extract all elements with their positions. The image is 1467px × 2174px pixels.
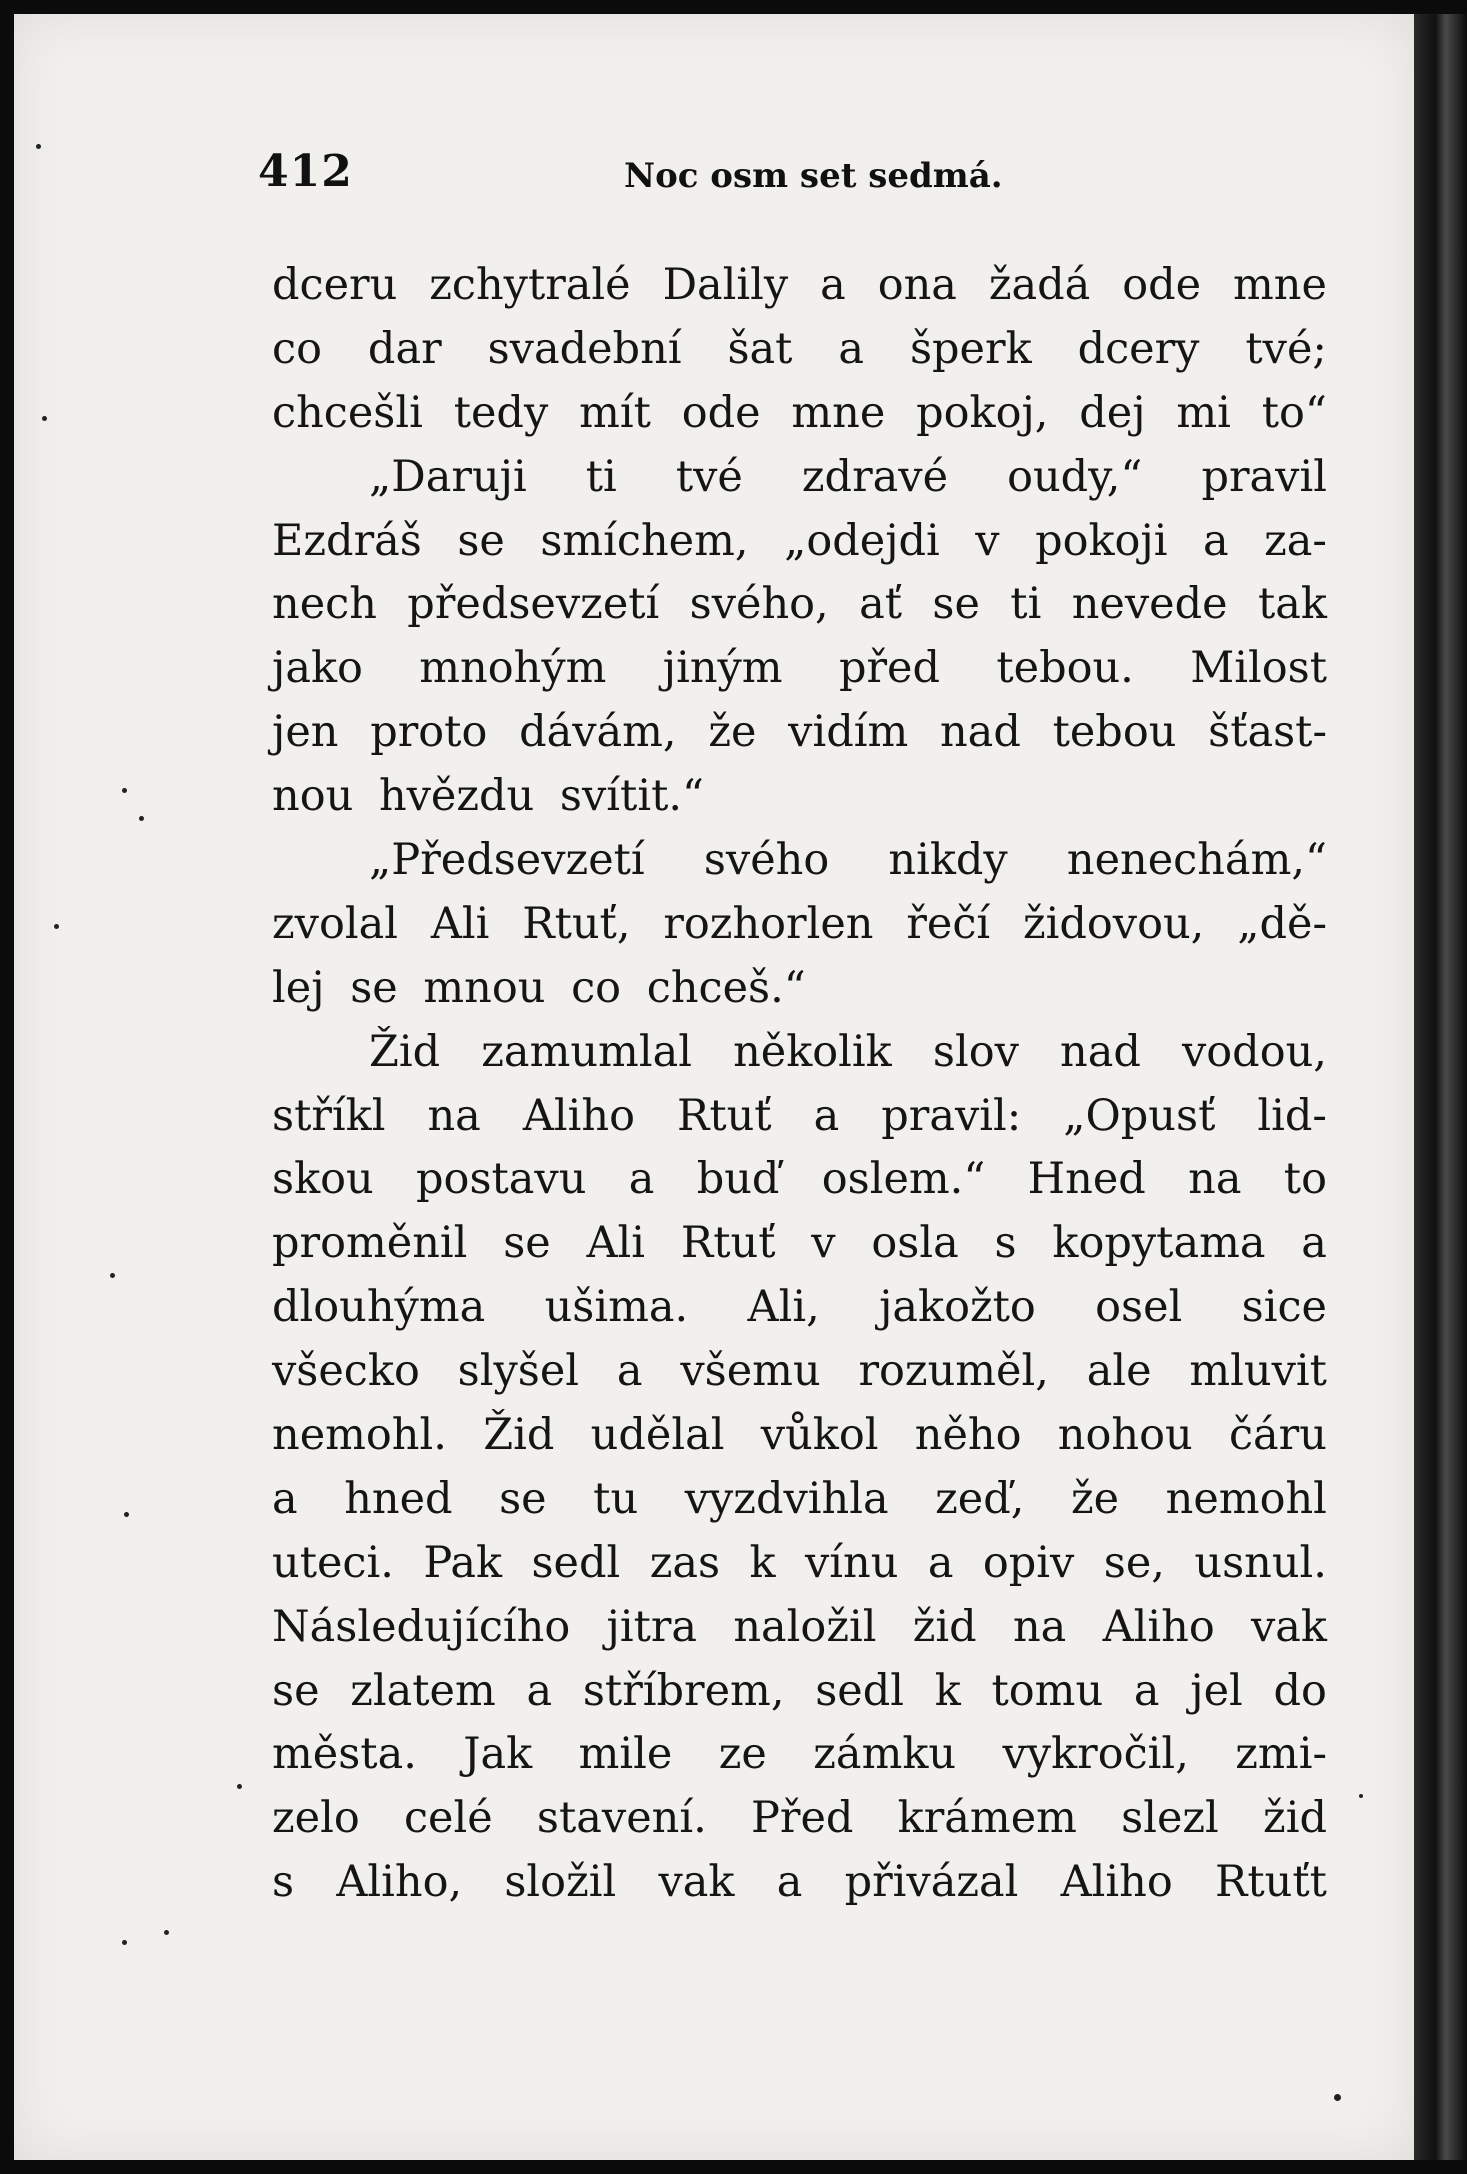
word: postavu: [416, 1154, 587, 1205]
word: stavení.: [536, 1793, 707, 1844]
word: pokoji: [1035, 515, 1168, 566]
word: mne: [1233, 260, 1327, 310]
word: tedy: [453, 387, 549, 438]
word: k: [934, 1665, 961, 1716]
text-line: [272, 1787, 1327, 1851]
page-edge-shadow: [1414, 14, 1467, 2160]
word: lid-: [1257, 1090, 1327, 1141]
word: jako: [272, 643, 363, 694]
word: zdravé: [801, 451, 949, 502]
word: před: [838, 643, 940, 694]
word: několik: [733, 1026, 892, 1077]
word: že: [1071, 1473, 1120, 1524]
word: dlouhýma: [272, 1282, 486, 1333]
word: tak: [1257, 579, 1327, 630]
text-line: [272, 1723, 1327, 1787]
word: zvolal: [272, 898, 398, 949]
print-speck: [42, 416, 47, 421]
word: stříbrem,: [582, 1665, 785, 1716]
word: zchytralé: [429, 260, 631, 310]
word: ušima.: [544, 1282, 689, 1333]
word: něho: [914, 1410, 1022, 1461]
word: pravil: [1201, 451, 1327, 502]
word: to: [1283, 1154, 1327, 1205]
word: čáru: [1228, 1410, 1327, 1461]
word: smíchem,: [540, 515, 749, 566]
word: zamumlal: [481, 1026, 692, 1077]
paragraph-start-line: [272, 446, 1327, 510]
text-line: [272, 1468, 1327, 1532]
paragraph-end-line: [272, 957, 1327, 1021]
word: všemu: [680, 1346, 821, 1397]
text-line: [272, 318, 1327, 382]
word: opiv: [982, 1537, 1075, 1588]
word: stříkl: [272, 1090, 386, 1141]
word: a: [1133, 1665, 1160, 1716]
word: rozuměl,: [858, 1346, 1049, 1397]
word: Aliho,: [336, 1857, 463, 1908]
word: „Předsevzetí: [369, 835, 645, 886]
word: nikdy: [888, 835, 1008, 886]
word: tomu: [991, 1665, 1104, 1716]
text-line: [272, 1532, 1327, 1596]
word: zmi-: [1235, 1729, 1327, 1780]
word: zelo: [272, 1793, 360, 1844]
text-line: [272, 1851, 1327, 1915]
word: Žid: [483, 1410, 555, 1461]
text-line: [272, 382, 1327, 446]
word: Žid: [369, 1026, 441, 1077]
word: se: [499, 1473, 547, 1524]
word: nemohl.: [272, 1410, 447, 1461]
word: zas: [649, 1537, 721, 1588]
word: předsevzetí: [407, 579, 660, 630]
paragraph-end-line: [272, 765, 1327, 829]
word: dar: [367, 323, 442, 374]
word: složil: [504, 1857, 617, 1908]
word: ti: [585, 451, 617, 502]
word: Ali: [586, 1218, 646, 1269]
paragraph-start-line: [272, 1021, 1327, 1085]
word: proto: [370, 707, 488, 758]
word: tebou: [1052, 707, 1177, 758]
word: Hned: [1027, 1154, 1146, 1205]
word: šťast-: [1208, 707, 1327, 758]
word: Rtuťt: [1215, 1857, 1327, 1908]
word: jen: [272, 707, 339, 758]
word: ti: [1010, 579, 1042, 630]
print-speck: [124, 1512, 129, 1517]
word: jel: [1190, 1665, 1243, 1716]
word: „dě-: [1237, 898, 1327, 949]
text-line: [272, 893, 1327, 957]
word: se: [932, 579, 980, 630]
word: skou: [272, 1154, 374, 1205]
word: a: [776, 1857, 803, 1908]
word: a: [820, 260, 846, 310]
word: jakožto: [879, 1282, 1036, 1333]
word: Rtuť: [676, 1090, 772, 1141]
word: uteci.: [272, 1537, 394, 1588]
word: kopytama: [1052, 1218, 1266, 1269]
word: krámem: [897, 1793, 1077, 1844]
word: slezl: [1121, 1793, 1219, 1844]
word: jiným: [662, 643, 783, 694]
word: zeď,: [935, 1473, 1025, 1524]
word: a: [813, 1090, 840, 1141]
text-line: [272, 1212, 1327, 1276]
word: Aliho: [1102, 1601, 1215, 1652]
word: na: [1012, 1601, 1067, 1652]
paragraph-start-line: [272, 829, 1327, 893]
word: žadá: [988, 260, 1091, 310]
word: Následujícího: [272, 1601, 571, 1652]
word: vínu: [804, 1537, 899, 1588]
word: s: [994, 1218, 1017, 1269]
word: tvé;: [1245, 323, 1327, 374]
word: do: [1273, 1665, 1327, 1716]
word: Ali: [430, 898, 490, 949]
word: ze: [718, 1729, 767, 1780]
word: se: [503, 1218, 551, 1269]
word: se,: [1103, 1537, 1165, 1588]
word: dej: [1079, 387, 1146, 438]
text-line: [272, 1660, 1327, 1724]
text-line: [272, 1404, 1327, 1468]
word: dcery: [1077, 323, 1200, 374]
word: jitra: [606, 1601, 698, 1652]
word: s: [272, 1857, 295, 1908]
body-text: [272, 254, 1327, 1915]
word: mi: [1176, 387, 1231, 438]
word: slov: [932, 1026, 1019, 1077]
word: buď: [696, 1154, 780, 1205]
word: mít: [579, 387, 651, 438]
word: vůkol: [760, 1410, 879, 1461]
text-line: [272, 637, 1327, 701]
print-speck: [237, 1784, 242, 1789]
word: hned: [344, 1473, 453, 1524]
word: a: [838, 323, 865, 374]
word: se: [272, 1665, 320, 1716]
word: zlatem: [350, 1665, 496, 1716]
word: sice: [1241, 1282, 1327, 1333]
print-speck: [122, 788, 127, 793]
word: Dalily: [662, 260, 789, 310]
word: svého: [703, 835, 830, 886]
word: ona: [877, 260, 957, 310]
word: naložil: [733, 1601, 877, 1652]
word: ode: [1122, 260, 1202, 310]
word: nad: [939, 707, 1021, 758]
word: „Daruji: [369, 451, 527, 502]
print-speck: [139, 816, 144, 821]
word: mne: [791, 387, 886, 438]
word: Rtuť,: [522, 898, 631, 949]
word: nou hvězdu svítit.“: [272, 771, 704, 822]
word: pokoj,: [916, 387, 1049, 438]
word: nevede: [1071, 579, 1228, 630]
word: sedl: [531, 1537, 621, 1588]
word: sedl: [815, 1665, 905, 1716]
word: za-: [1264, 515, 1327, 566]
word: mile: [578, 1729, 673, 1780]
print-speck: [110, 1273, 115, 1278]
word: vyzdvihla: [684, 1473, 889, 1524]
text-line: [272, 510, 1327, 574]
word: nad: [1060, 1026, 1141, 1077]
book-page: [14, 14, 1414, 2160]
word: k: [749, 1537, 776, 1588]
word: oslem.“: [821, 1154, 986, 1205]
print-speck: [1334, 2094, 1341, 2101]
word: šperk: [909, 323, 1032, 374]
word: židovou,: [1022, 898, 1205, 949]
text-line: [272, 573, 1327, 637]
word: nech: [272, 579, 377, 630]
word: chcešli: [272, 387, 423, 438]
word: v: [975, 515, 1000, 566]
page-number: 412: [258, 146, 353, 197]
word: ať: [859, 579, 903, 630]
text-line: [272, 1085, 1327, 1149]
page-header: [258, 146, 1328, 206]
word: „Opusť: [1063, 1090, 1216, 1141]
print-speck: [54, 924, 59, 929]
word: tebou.: [996, 643, 1134, 694]
running-title: Noc osm set sedmá.: [624, 156, 1003, 196]
word: mluvit: [1189, 1346, 1327, 1397]
word: nemohl: [1165, 1473, 1327, 1524]
print-speck: [1359, 1794, 1363, 1798]
word: řečí: [906, 898, 991, 949]
text-line: [272, 1340, 1327, 1404]
word: se: [457, 515, 505, 566]
word: rozhorlen: [663, 898, 874, 949]
word: přivázal: [844, 1857, 1019, 1908]
word: to“: [1261, 387, 1327, 438]
word: Pak: [423, 1537, 503, 1588]
word: šat: [727, 323, 793, 374]
word: Ezdráš: [272, 515, 422, 566]
word: Rtuť: [680, 1218, 776, 1269]
word: a: [272, 1473, 298, 1524]
word: vykročil,: [1002, 1729, 1189, 1780]
word: slyšel: [457, 1346, 580, 1397]
word: a: [628, 1154, 655, 1205]
word: svadební: [487, 323, 682, 374]
word: dceru: [272, 260, 398, 310]
word: Aliho: [1060, 1857, 1173, 1908]
word: žid: [1263, 1793, 1327, 1844]
word: Jak: [463, 1729, 533, 1780]
word: udělal: [590, 1410, 725, 1461]
word: Ali,: [747, 1282, 820, 1333]
word: celé: [403, 1793, 493, 1844]
word: tvé: [675, 451, 743, 502]
word: na: [1188, 1154, 1242, 1205]
word: v: [811, 1218, 836, 1269]
word: vak: [658, 1857, 735, 1908]
word: dávám,: [519, 707, 677, 758]
word: vodou,: [1181, 1026, 1327, 1077]
word: na: [427, 1090, 481, 1141]
text-line: [272, 1148, 1327, 1212]
word: proměnil: [272, 1218, 468, 1269]
word: „odejdi: [784, 515, 940, 566]
word: Před: [750, 1793, 854, 1844]
word: mnohým: [419, 643, 607, 694]
word: pravil:: [881, 1090, 1022, 1141]
text-line: [272, 1596, 1327, 1660]
word: města.: [272, 1729, 417, 1780]
word: osel: [1095, 1282, 1183, 1333]
word: a: [526, 1665, 553, 1716]
word: zámku: [813, 1729, 957, 1780]
word: oudy,“: [1007, 451, 1143, 502]
print-speck: [36, 144, 41, 149]
word: a: [1203, 515, 1229, 566]
word: ode: [681, 387, 761, 438]
word: osla: [871, 1218, 959, 1269]
word: a: [1301, 1218, 1327, 1269]
text-line: [272, 254, 1327, 318]
word: Aliho: [522, 1090, 635, 1141]
word: Milost: [1190, 643, 1327, 694]
word: lej se mnou co chceš.“: [272, 962, 806, 1013]
word: všecko: [272, 1346, 420, 1397]
word: svého,: [689, 579, 829, 630]
print-speck: [164, 1930, 169, 1935]
text-line: [272, 1276, 1327, 1340]
word: ale: [1086, 1346, 1152, 1397]
word: tu: [593, 1473, 639, 1524]
word: nenechám,“: [1066, 835, 1327, 886]
word: že: [708, 707, 757, 758]
print-speck: [122, 1940, 127, 1945]
word: a: [616, 1346, 643, 1397]
word: vak: [1250, 1601, 1327, 1652]
word: nohou: [1057, 1410, 1193, 1461]
word: žid: [912, 1601, 977, 1652]
text-line: [272, 701, 1327, 765]
word: co: [272, 323, 322, 374]
word: a: [927, 1537, 954, 1588]
word: usnul.: [1194, 1537, 1327, 1588]
word: vidím: [788, 707, 909, 758]
